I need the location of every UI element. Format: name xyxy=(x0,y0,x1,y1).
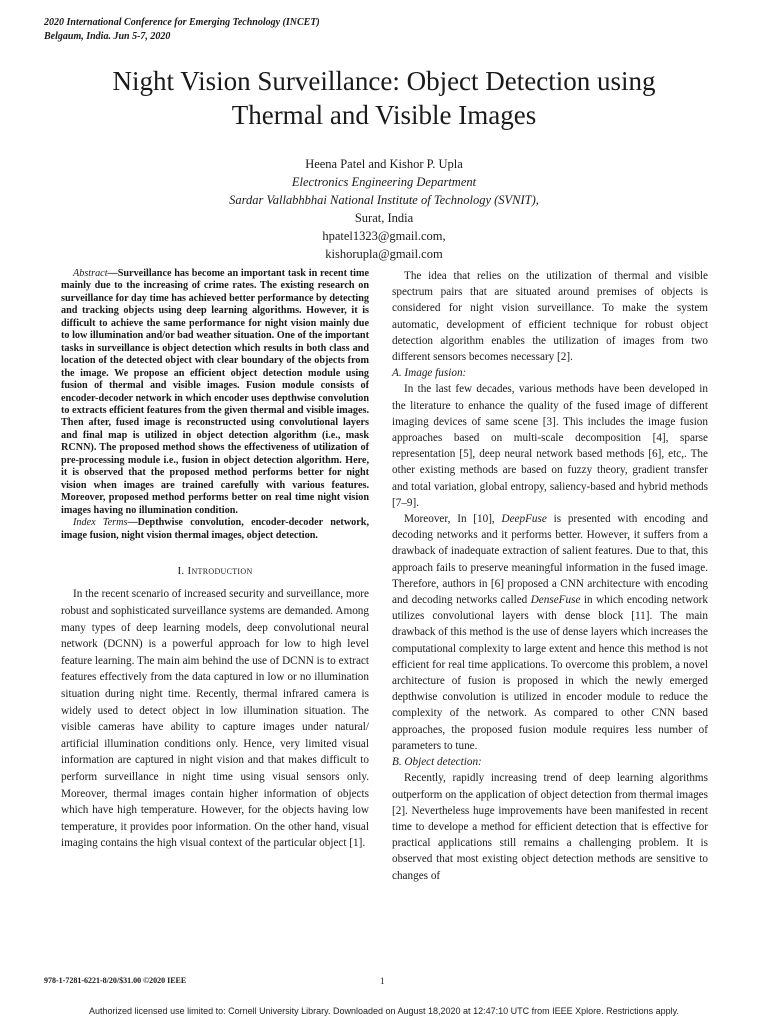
conference-location: Belgaum, India. Jun 5-7, 2020 xyxy=(44,31,171,42)
isbn-footer: 978-1-7281-6221-8/20/$31.00 ©2020 IEEE xyxy=(44,976,187,985)
p3-densefuse: DenseFuse xyxy=(530,594,581,607)
abstract-text: —Surveillance has become an important task in recent time mainly due to the increasing of crime rates. The existing research on surveillance for day time has achieved better performance by detecting and tracking objects using deep learning algorithms. However, it is difficult to achieve the same performance for night vision mainly due to low illumination and/or bad weather situation. One of the important tasks in surveillance is object detection which results in both class and location of the detected object with clear boundary of the objects from the image. We propose an efficient object detection module using fusion of thermal and visible images. Fusion module consists of encoder-decoder network in which encoder uses depthwise convolution to extracts efficient features from the given thermal and visible images. Then after, fused image is reconstructed using convolutional layers and final map is utilized in object detection algorithm (i.e., mask RCNN). The proposed method shows the effectiveness of utilization of pre-processing module i.e., fusion in object detection algorithm. Here, it is observed that the proposed method performs better for night vision when images are trained carefully with various features. Moreover, proposed method performs better on real time night vision images having no illumination condition. xyxy=(61,268,369,516)
right-paragraph-4: Recently, rapidly increasing trend of deep learning algorithms outperform on the application of object detection from thermal images [2]. Nevertheless huge improvements have been manifested in recent time to develope a method for efficient detection that is effective for practical applications still remains a challenging problem. It is observed that most existing object detection methods are sensitive to changes of xyxy=(392,772,708,882)
right-paragraph-3 xyxy=(392,511,708,754)
index-terms xyxy=(61,517,369,542)
title-line-1: Night Vision Surveillance: Object Detection using xyxy=(112,66,656,96)
p3-deepfuse: DeepFuse xyxy=(501,513,547,526)
p3-part-b: is presented with encoding and decoding networks and it performs better. However, it suffers from a drawback of inadequate extraction of salient features. Due to that, this approach fails to preserve meaningful information in the fused image. Therefore, authors in [6] proposed a CNN architecture with encoding and decoding networks called xyxy=(392,513,708,607)
left-column xyxy=(61,268,369,852)
p3-part-a: Moreover, In [10], xyxy=(404,513,502,526)
intro-paragraph: In the recent scenario of increased security and surveillance, more robust and sophisticated surveillance systems are demanded. Among many types of deep learning models, deep convolutional neural network (DCNN) is a powerful approach for low to high level feature learning. The main aim behind the use of DCNN is to extract features effectively from the data captured in low or no illumination situation during night time. Recently, thermal infrared camera is widely used to detect object in low illumination situation. The visible cameras have ability to capture images under natural/ artificial illumination conditions only. Hence, very limited visual information are captured in night vision and that makes difficult to perform surveillance in night time using visual sensors only. Moreover, thermal images contain higher information of objects which have high temperature. However, for the objects having low temperature, it provides poor information. On the other hand, visual imaging contains the high visual context of the particular object [1]. xyxy=(61,588,369,850)
right-column xyxy=(392,268,708,884)
index-terms-label: Index Terms xyxy=(73,517,128,529)
page-number: 1 xyxy=(380,976,385,986)
subsection-object-detection: B. Object detection: xyxy=(392,756,482,769)
authorized-use-notice: Authorized licensed use limited to: Cornell University Library. Downloaded on August 18,2020 at 12:47:10 UTC from IEEE Xplore. Restrictions apply. xyxy=(89,1006,679,1016)
intro-heading: I. Introduction xyxy=(177,564,253,577)
subsection-image-fusion: A. Image fusion: xyxy=(392,367,467,380)
abstract xyxy=(61,268,369,517)
index-terms-text: —Depthwise convolution, encoder-decoder network, image fusion, night vision thermal images, object detection. xyxy=(61,517,369,541)
author-institute: Sardar Vallabhbhai National Institute of Technology (SVNIT), xyxy=(229,193,539,207)
abstract-label: Abstract xyxy=(73,268,108,279)
author-city: Surat, India xyxy=(354,211,414,225)
author-department: Electronics Engineering Department xyxy=(291,175,477,189)
author-block xyxy=(30,155,738,263)
right-paragraph-2: In the last few decades, various methods have been developed in the literature to enhance the quality of the fused image of different imaging devices of same scene [3]. This includes the image fusion approaches based on multi-scale decomposition [4], sparse representation [5], deep neural network based methods [6], etc,. The other existing methods are based on fuzzy theory, gradient transfer and total variation, global entropy, saliency-based and hybrid methods [7–9]. xyxy=(392,383,708,509)
paper-title xyxy=(30,64,738,132)
author-email-2: kishorupla@gmail.com xyxy=(325,247,443,261)
conference-header xyxy=(44,16,320,44)
author-names: Heena Patel and Kishor P. Upla xyxy=(305,157,463,171)
conference-name: 2020 International Conference for Emerging Technology (INCET) xyxy=(44,17,320,28)
right-paragraph-1: The idea that relies on the utilization of thermal and visible spectrum pairs that are situated around premises of objects is considered for night vision surveillance. To make the system automatic, development of efficient technique for robust object detection algorithm enables the utilization of images from two different sensors becomes necessary [2]. xyxy=(392,270,708,364)
p3-part-c: in which encoding network utilizes convolutional layers with dense block [11]. The main drawback of this method is the use of dense layers which increases the computational complexity to large extent and hence this method is not efficient for real time applications. To overcome this problem, a novel architecture of fusion is proposed in which the newly emerged depthwise convolution is utilized in encoder module to reduce the complexity of the network. As compared to other CNN based approaches, the proposed fusion module requires less number of parameters to tune. xyxy=(392,594,708,752)
author-email-1: hpatel1323@gmail.com, xyxy=(322,229,446,243)
title-line-2: Thermal and Visible Images xyxy=(231,100,537,130)
